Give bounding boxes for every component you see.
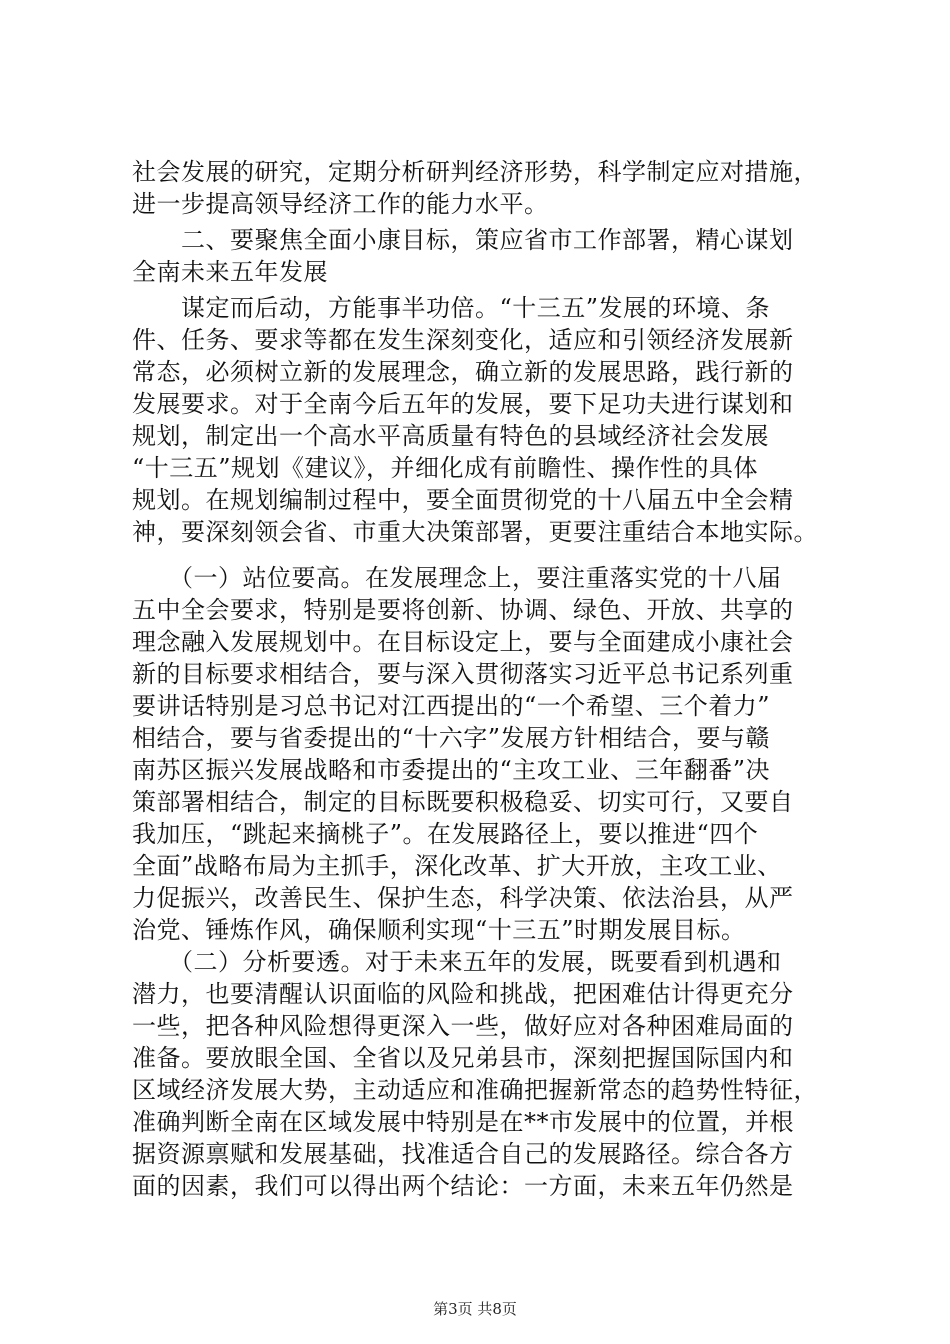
paragraph-line: “十三五”规划《建议》，并细化成有前瞻性、操作性的具体 xyxy=(132,454,759,482)
paragraph-line: 神，要深刻领会省、市重大决策部署，更要注重结合本地实际。 xyxy=(132,518,818,546)
paragraph-line: 一些，把各种风险想得更深入一些，做好应对各种困难局面的 xyxy=(132,1012,794,1040)
paragraph-line: 准确判断全南在区域发展中特别是在**市发展中的位置，并根 xyxy=(132,1108,794,1136)
paragraph-line: 力促振兴，改善民生、保护生态，科学决策、依法治县，从严 xyxy=(132,884,794,912)
paragraph-line: 治党、锤炼作风，确保顺利实现“十三五”时期发展目标。 xyxy=(132,916,746,944)
paragraph-line: 规划。在规划编制过程中，要全面贯彻党的十八届五中全会精 xyxy=(132,486,794,514)
paragraph-line: 要讲话特别是习总书记对江西提出的“一个希望、三个着力” xyxy=(132,692,771,720)
paragraph-line: 潜力，也要清醒认识面临的风险和挑战，把困难估计得更充分 xyxy=(132,980,794,1008)
paragraph-line: （一）站位要高。在发展理念上，要注重落实党的十八届 xyxy=(132,564,782,592)
paragraph-line: 准备。要放眼全国、全省以及兄弟县市，深刻把握国际国内和 xyxy=(132,1044,794,1072)
paragraph-line: 区域经济发展大势，主动适应和准确把握新常态的趋势性特征， xyxy=(132,1076,818,1104)
paragraph-line: 常态，必须树立新的发展理念，确立新的发展思路，践行新的 xyxy=(132,358,794,386)
paragraph-line: （二）分析要透。对于未来五年的发展，既要看到机遇和 xyxy=(132,948,782,976)
paragraph-line: 二、要聚焦全面小康目标，策应省市工作部署，精心谋划 xyxy=(132,226,794,254)
paragraph-line: 新的目标要求相结合，要与深入贯彻落实习近平总书记系列重 xyxy=(132,660,794,688)
paragraph-line: 南苏区振兴发展战略和市委提出的“主攻工业、三年翻番”决 xyxy=(132,756,771,784)
paragraph-line: 发展要求。对于全南今后五年的发展，要下足功夫进行谋划和 xyxy=(132,390,794,418)
paragraph-line: 据资源禀赋和发展基础，找准适合自己的发展路径。综合各方 xyxy=(132,1140,794,1168)
paragraph-line: 相结合，要与省委提出的“十六字”发展方针相结合，要与赣 xyxy=(132,724,771,752)
paragraph-line: 规划，制定出一个高水平高质量有特色的县域经济社会发展 xyxy=(132,422,769,450)
paragraph-line: 全南未来五年发展 xyxy=(132,258,328,286)
paragraph-line: 进一步提高领导经济工作的能力水平。 xyxy=(132,190,549,218)
paragraph-line: 全面”战略布局为主抓手，深化改革、扩大开放，主攻工业、 xyxy=(132,852,782,880)
paragraph-line: 理念融入发展规划中。在目标设定上，要与全面建成小康社会 xyxy=(132,628,794,656)
paragraph-line: 社会发展的研究，定期分析研判经济形势，科学制定应对措施， xyxy=(132,158,818,186)
paragraph-line: 五中全会要求，特别是要将创新、协调、绿色、开放、共享的 xyxy=(132,596,794,624)
page-footer: 第3页 共8页 xyxy=(433,1300,517,1318)
paragraph-line: 件、任务、要求等都在发生深刻变化，适应和引领经济发展新 xyxy=(132,326,794,354)
paragraph-line: 我加压，“跳起来摘桃子”。在发展路径上，要以推进“四个 xyxy=(132,820,759,848)
paragraph-line: 面的因素，我们可以得出两个结论：一方面，未来五年仍然是 xyxy=(132,1172,794,1200)
paragraph-line: 谋定而后动，方能事半功倍。“十三五”发展的环境、条 xyxy=(132,294,771,322)
paragraph-line: 策部署相结合，制定的目标既要积极稳妥、切实可行，又要自 xyxy=(132,788,794,816)
